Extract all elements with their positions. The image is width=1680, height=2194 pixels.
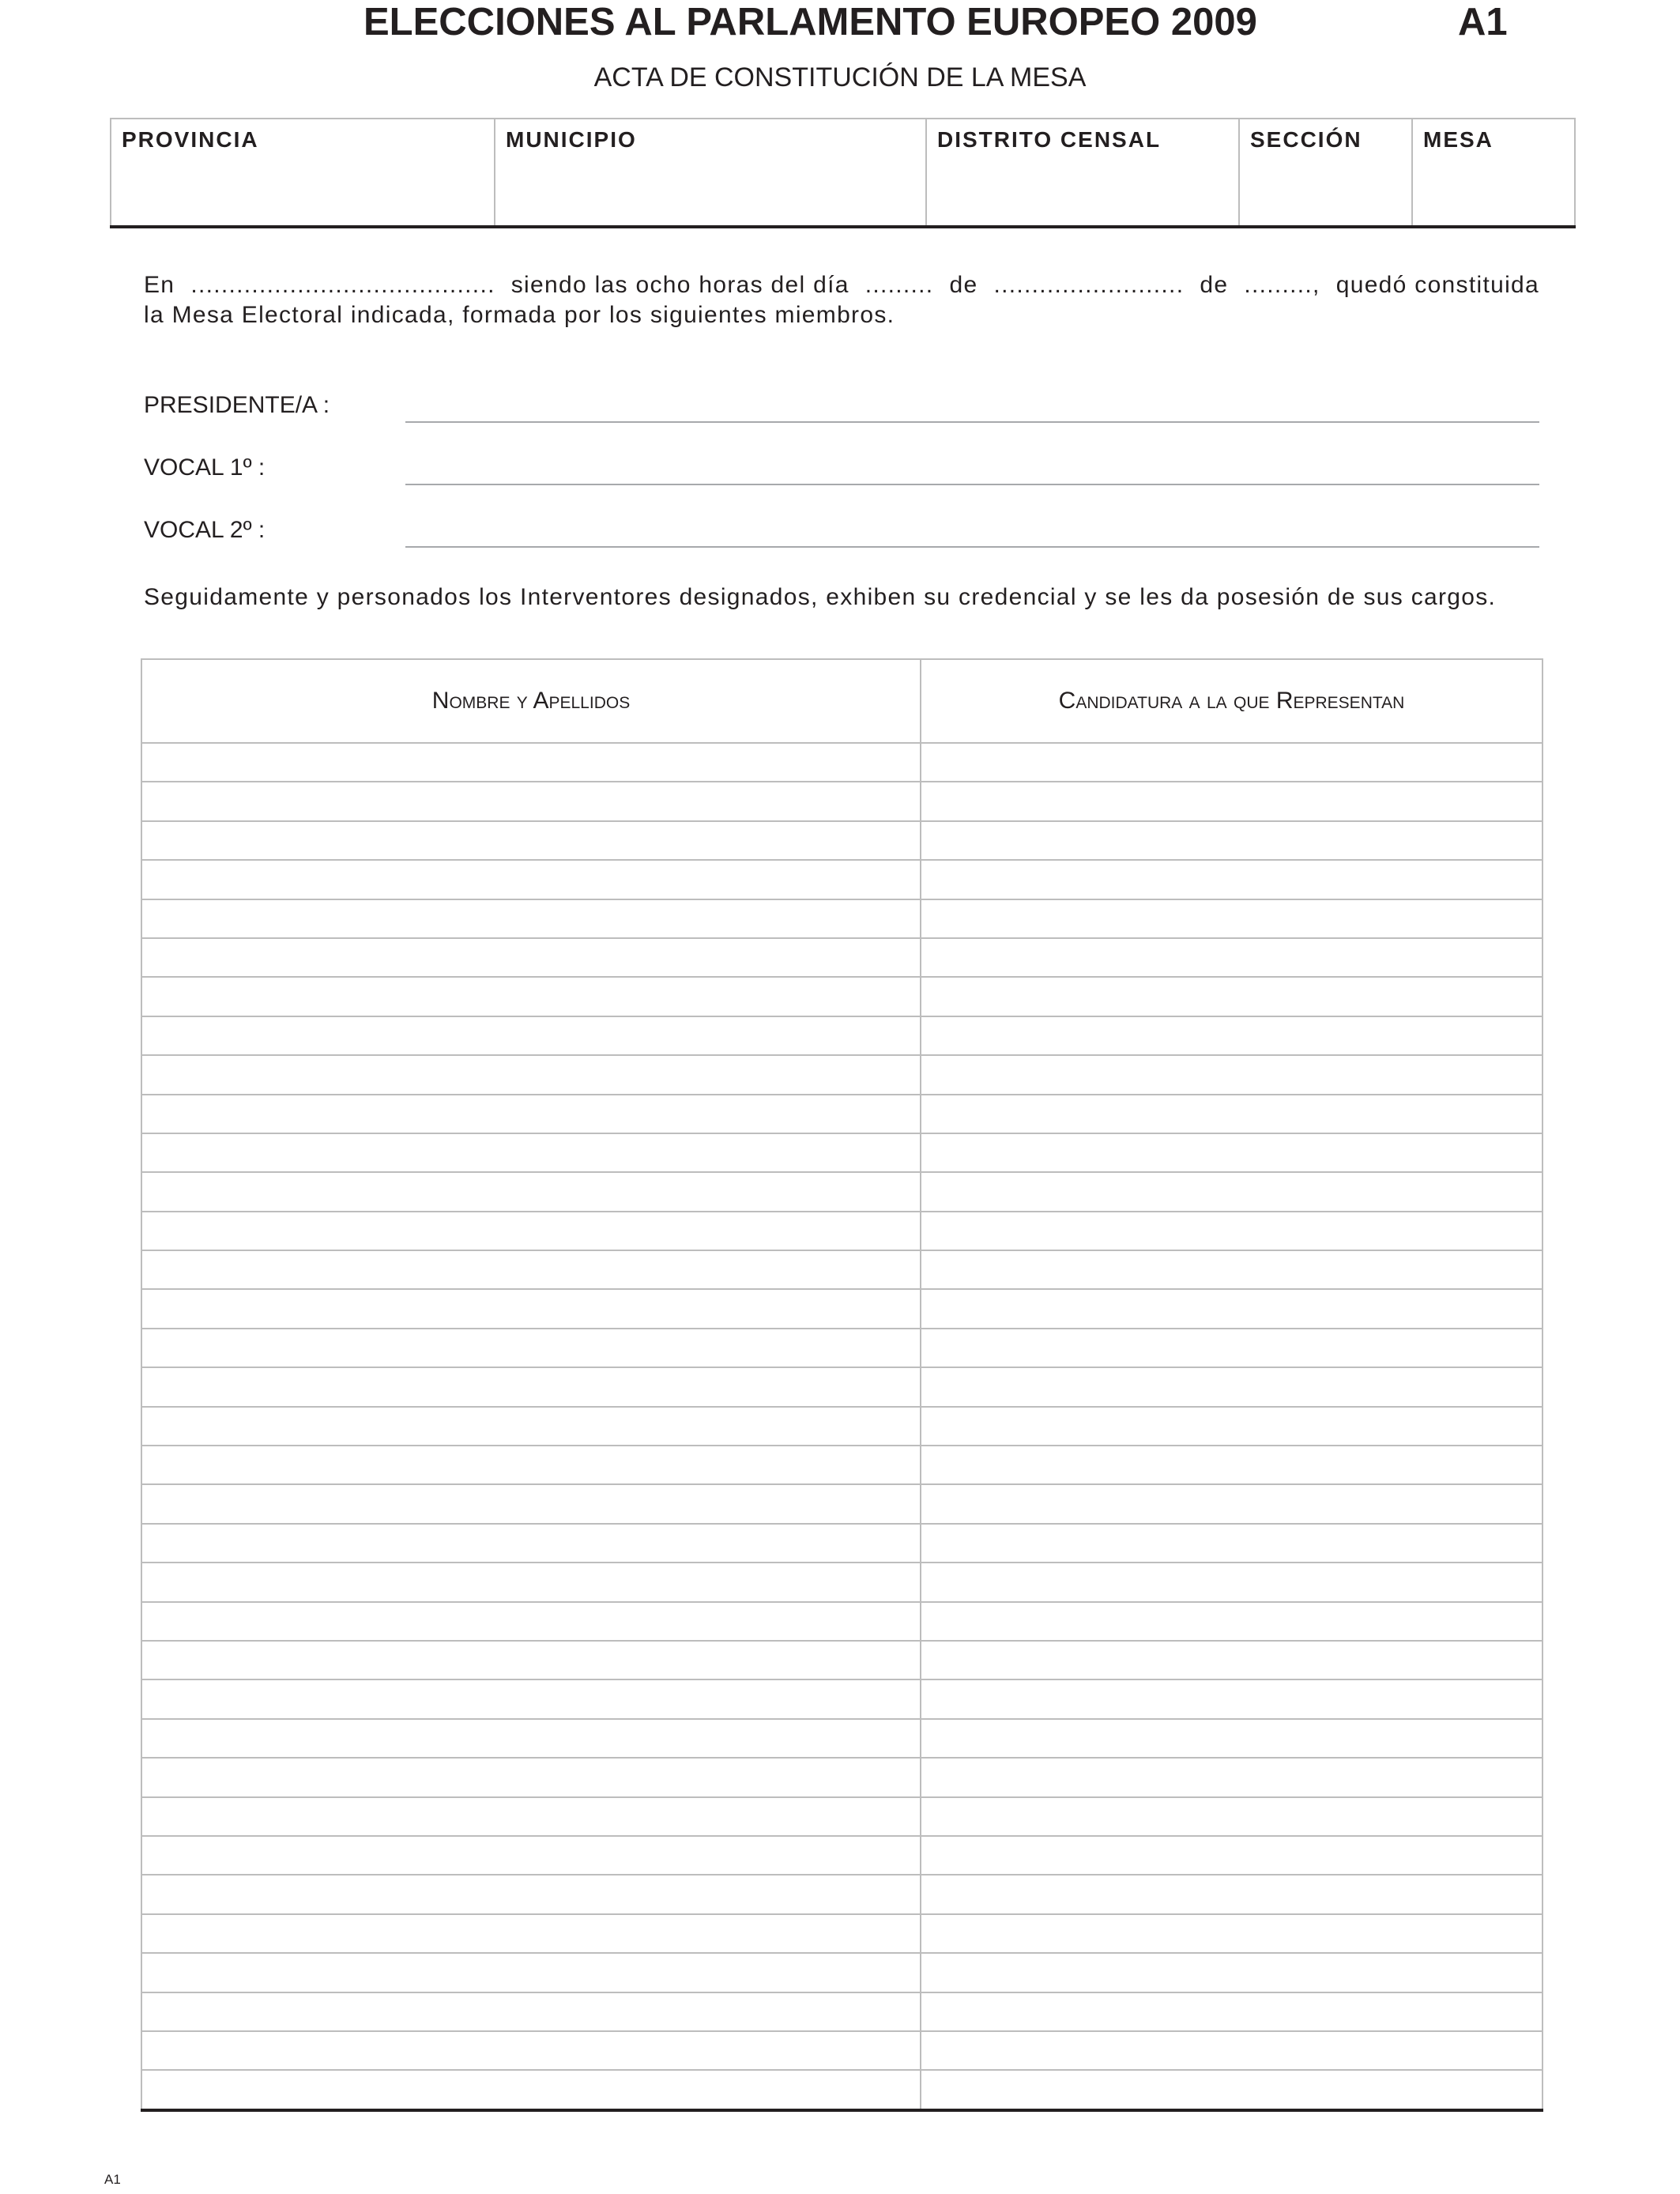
- table-row: [141, 899, 1543, 938]
- name-cell[interactable]: [141, 1679, 921, 1718]
- name-cell[interactable]: [141, 1719, 921, 1758]
- intro-text-de-1: de: [949, 272, 978, 298]
- candidatura-cell[interactable]: [921, 1095, 1543, 1133]
- table-row: [141, 1992, 1543, 2031]
- name-cell[interactable]: [141, 782, 921, 820]
- name-cell[interactable]: [141, 743, 921, 782]
- candidatura-cell[interactable]: [921, 1484, 1543, 1523]
- table-row: [141, 743, 1543, 782]
- candidatura-cell[interactable]: [921, 1602, 1543, 1641]
- candidatura-cell[interactable]: [921, 977, 1543, 1016]
- month-blank[interactable]: .........................: [993, 272, 1185, 298]
- name-cell[interactable]: [141, 1407, 921, 1446]
- table-row: [141, 1953, 1543, 1992]
- name-cell[interactable]: [141, 1289, 921, 1328]
- table-row: [141, 1758, 1543, 1796]
- table-row: [141, 1055, 1543, 1094]
- table-row: [141, 782, 1543, 820]
- table-row: [141, 1563, 1543, 1601]
- candidatura-cell[interactable]: [921, 1914, 1543, 1953]
- name-cell[interactable]: [141, 1602, 921, 1641]
- header-fields-table: [110, 118, 1576, 228]
- name-cell[interactable]: [141, 899, 921, 938]
- table-row: [141, 1797, 1543, 1836]
- candidatura-cell[interactable]: [921, 1446, 1543, 1484]
- day-blank[interactable]: .........: [864, 272, 934, 298]
- table-row: [141, 1250, 1543, 1289]
- candidatura-cell[interactable]: [921, 1212, 1543, 1250]
- candidatura-cell[interactable]: [921, 1836, 1543, 1875]
- candidatura-cell[interactable]: [921, 1133, 1543, 1172]
- name-cell[interactable]: [141, 1133, 921, 1172]
- name-cell[interactable]: [141, 938, 921, 977]
- table-row: [141, 1914, 1543, 1953]
- footer-code: A1: [104, 2172, 121, 2187]
- candidatura-cell[interactable]: [921, 1524, 1543, 1563]
- table-row: [141, 1719, 1543, 1758]
- name-cell[interactable]: [141, 2031, 921, 2070]
- candidatura-cell[interactable]: [921, 821, 1543, 860]
- column-header-nombre: Nombre y Apellidos: [141, 659, 921, 743]
- intro-line-2: la Mesa Electoral indicada, formada por los siguientes miembros.: [144, 302, 895, 328]
- intro-line-1: [144, 270, 1539, 300]
- candidatura-cell[interactable]: [921, 1055, 1543, 1094]
- table-row: [141, 1133, 1543, 1172]
- president-row: [144, 383, 1539, 423]
- table-row: [141, 1172, 1543, 1211]
- candidatura-cell[interactable]: [921, 1641, 1543, 1679]
- name-cell[interactable]: [141, 1953, 921, 1992]
- name-cell[interactable]: [141, 1367, 921, 1406]
- interventores-statement: Seguidamente y personados los Interventores designados, exhiben su credencial y se les da posesión de sus cargos.: [144, 584, 1497, 610]
- name-cell[interactable]: [141, 1329, 921, 1367]
- name-cell[interactable]: [141, 1172, 921, 1211]
- table-row: [141, 1641, 1543, 1679]
- candidatura-cell[interactable]: [921, 1407, 1543, 1446]
- name-cell[interactable]: [141, 1914, 921, 1953]
- vocal-1-row: [144, 446, 1539, 485]
- table-row: [141, 1407, 1543, 1446]
- name-cell[interactable]: [141, 1758, 921, 1796]
- candidatura-cell[interactable]: [921, 1329, 1543, 1367]
- interventores-header-row: [141, 659, 1543, 743]
- candidatura-cell[interactable]: [921, 1679, 1543, 1718]
- name-cell[interactable]: [141, 977, 921, 1016]
- interventores-body: [141, 743, 1543, 2110]
- table-row: [141, 1446, 1543, 1484]
- name-cell[interactable]: [141, 1250, 921, 1289]
- vocal-2-label: VOCAL 2º :: [144, 517, 266, 543]
- candidatura-cell[interactable]: [921, 1719, 1543, 1758]
- name-cell[interactable]: [141, 1212, 921, 1250]
- table-row: [141, 977, 1543, 1016]
- table-row: [141, 860, 1543, 899]
- name-cell[interactable]: [141, 1875, 921, 1913]
- municipio-field[interactable]: MUNICIPIO: [495, 119, 926, 227]
- candidatura-cell[interactable]: [921, 938, 1543, 977]
- table-row: [141, 1875, 1543, 1913]
- intro-text-hours: siendo las ocho horas del día: [510, 272, 849, 298]
- header-fields-row: [111, 119, 1575, 227]
- candidatura-cell[interactable]: [921, 1563, 1543, 1601]
- candidatura-cell[interactable]: [921, 860, 1543, 899]
- table-row: [141, 1367, 1543, 1406]
- interventores-table: [141, 658, 1543, 2112]
- candidatura-cell[interactable]: [921, 743, 1543, 782]
- distrito-censal-field[interactable]: DISTRITO CENSAL: [926, 119, 1239, 227]
- intro-text-en: En: [144, 272, 175, 298]
- intro-paragraph: [144, 270, 1539, 330]
- vocal-1-signature-line[interactable]: [405, 484, 1539, 485]
- document-title: ELECCIONES AL PARLAMENTO EUROPEO 2009: [363, 1, 1257, 43]
- column-header-candidatura: Candidatura a la que Representan: [921, 659, 1543, 743]
- year-blank[interactable]: .........,: [1244, 272, 1320, 298]
- candidatura-cell[interactable]: [921, 1016, 1543, 1055]
- table-row: [141, 821, 1543, 860]
- candidatura-cell[interactable]: [921, 1289, 1543, 1328]
- candidatura-cell[interactable]: [921, 1992, 1543, 2031]
- place-blank[interactable]: ........................................: [190, 272, 495, 298]
- table-row: [141, 1836, 1543, 1875]
- candidatura-cell[interactable]: [921, 782, 1543, 820]
- candidatura-cell[interactable]: [921, 899, 1543, 938]
- seccion-field[interactable]: SECCIÓN: [1239, 119, 1412, 227]
- name-cell[interactable]: [141, 821, 921, 860]
- name-cell[interactable]: [141, 1446, 921, 1484]
- name-cell[interactable]: [141, 1836, 921, 1875]
- table-row: [141, 2070, 1543, 2109]
- candidatura-cell[interactable]: [921, 2070, 1543, 2109]
- vocal-2-signature-line[interactable]: [405, 546, 1539, 548]
- name-cell[interactable]: [141, 1016, 921, 1055]
- candidatura-cell[interactable]: [921, 2031, 1543, 2070]
- name-cell[interactable]: [141, 860, 921, 899]
- form-code: A1: [1458, 1, 1508, 43]
- table-row: [141, 1484, 1543, 1523]
- provincia-field[interactable]: PROVINCIA: [111, 119, 495, 227]
- name-cell[interactable]: [141, 1484, 921, 1523]
- table-row: [141, 1212, 1543, 1250]
- intro-text-de-2: de: [1200, 272, 1229, 298]
- table-row: [141, 2031, 1543, 2070]
- document-subtitle: ACTA DE CONSTITUCIÓN DE LA MESA: [593, 62, 1087, 92]
- name-cell[interactable]: [141, 1524, 921, 1563]
- candidatura-cell[interactable]: [921, 1367, 1543, 1406]
- name-cell[interactable]: [141, 2070, 921, 2109]
- candidatura-cell[interactable]: [921, 1797, 1543, 1836]
- name-cell[interactable]: [141, 1641, 921, 1679]
- president-label: PRESIDENTE/A :: [144, 392, 330, 418]
- name-cell[interactable]: [141, 1797, 921, 1836]
- table-row: [141, 1602, 1543, 1641]
- candidatura-cell[interactable]: [921, 1875, 1543, 1913]
- president-signature-line[interactable]: [405, 421, 1539, 423]
- table-row: [141, 1329, 1543, 1367]
- candidatura-cell[interactable]: [921, 1953, 1543, 1992]
- table-row: [141, 1289, 1543, 1328]
- candidatura-cell[interactable]: [921, 1250, 1543, 1289]
- table-row: [141, 938, 1543, 977]
- name-cell[interactable]: [141, 1563, 921, 1601]
- vocal-1-label: VOCAL 1º :: [144, 454, 266, 481]
- intro-text-constituted: quedó constituida: [1335, 272, 1539, 298]
- table-row: [141, 1524, 1543, 1563]
- table-row: [141, 1679, 1543, 1718]
- name-cell[interactable]: [141, 1095, 921, 1133]
- name-cell[interactable]: [141, 1992, 921, 2031]
- candidatura-cell[interactable]: [921, 1172, 1543, 1211]
- candidatura-cell[interactable]: [921, 1758, 1543, 1796]
- table-row: [141, 1016, 1543, 1055]
- name-cell[interactable]: [141, 1055, 921, 1094]
- table-row: [141, 1095, 1543, 1133]
- mesa-field[interactable]: MESA: [1412, 119, 1575, 227]
- vocal-2-row: [144, 508, 1539, 548]
